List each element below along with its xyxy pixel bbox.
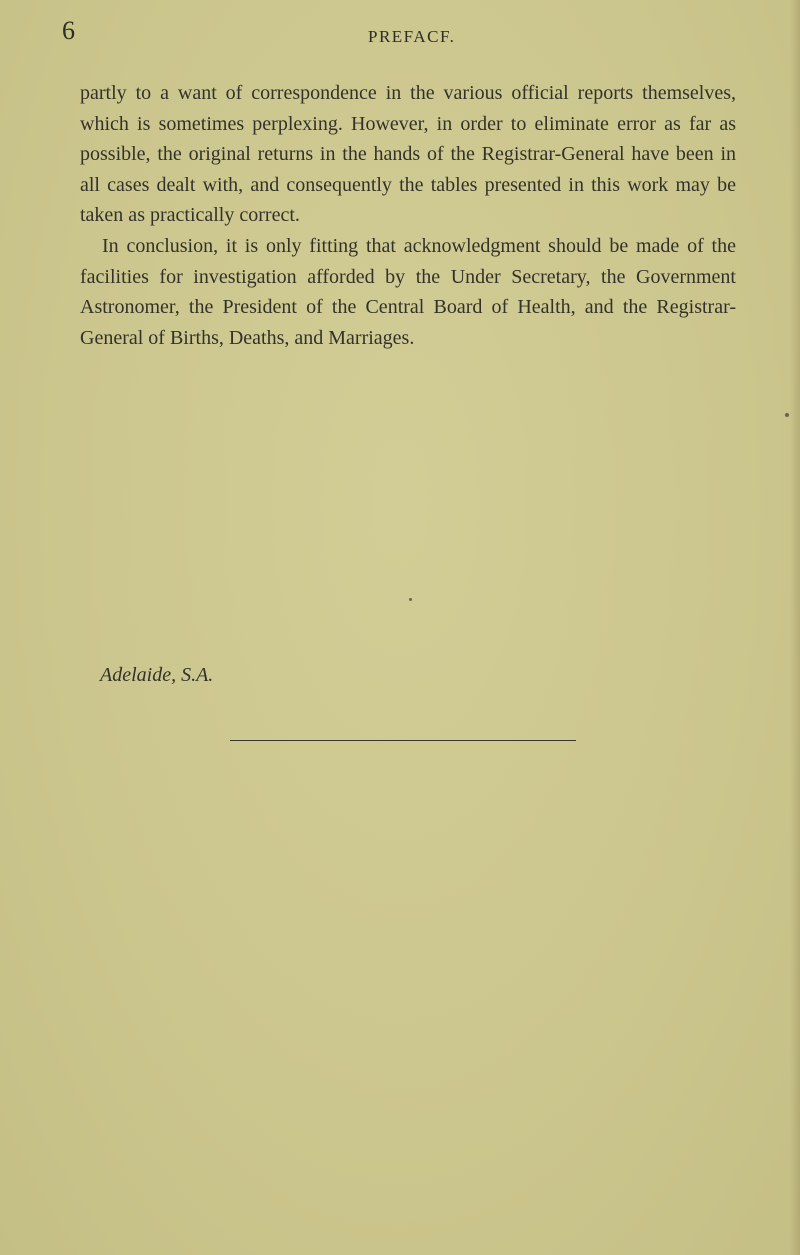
preface-body <box>80 78 736 353</box>
section-end-rule <box>230 740 576 741</box>
page-number: 6 <box>62 16 75 45</box>
paper-speck <box>409 598 412 601</box>
paragraph-continued: partly to a want of correspondence in the various official reports themselves, which is sometimes perplexing. However, in order to eliminate error as far as possible, the original returns in the hands of the Registrar-General have been in all cases dealt with, and consequently the tables presented in this work may be taken as practically correct. <box>80 82 736 227</box>
paper-speck <box>785 413 789 417</box>
place-signature: Adelaide, S.A. <box>100 664 214 686</box>
running-head: PREFACF. <box>368 27 456 46</box>
page-edge-shadow <box>790 0 800 1255</box>
paragraph-conclusion: In conclusion, it is only fitting that acknowledgment should be made of the facilities for investigation afforded by the Under Secretary, the Government Astronomer, the President of the Central Board of Health, and the Registrar-General of Births, Deaths, and Marriages. <box>80 234 736 349</box>
